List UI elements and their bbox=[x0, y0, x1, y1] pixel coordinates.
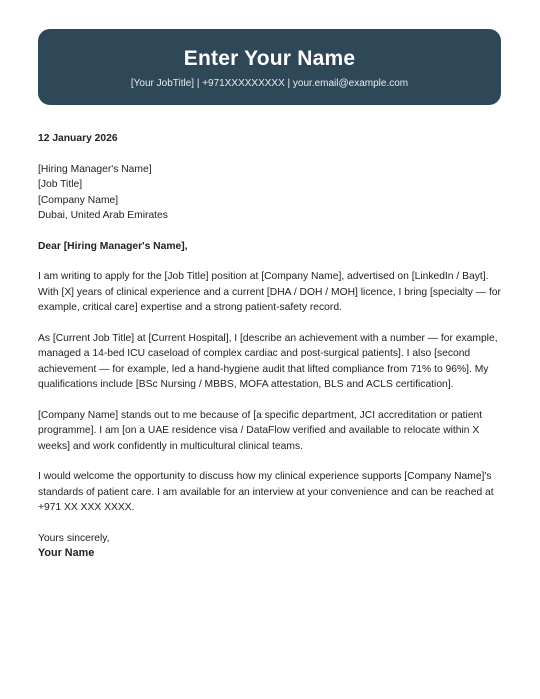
recipient-location: Dubai, United Arab Emirates bbox=[38, 210, 168, 221]
applicant-name: Enter Your Name bbox=[183, 47, 356, 70]
paragraph-closing: I would welcome the opportunity to discuss how my clinical experience supports [Company Name]'s standards of patient care. I am available for an interview at your convenience and can be reached at +971 XX XXX XXXX. bbox=[38, 471, 494, 513]
closing-phrase: Yours sincerely, bbox=[38, 532, 110, 544]
contact-line: [Your JobTitle] | +971XXXXXXXXX | your.email@example.com bbox=[130, 78, 409, 89]
letter-date: 12 January 2026 bbox=[38, 133, 118, 144]
salutation: Dear [Hiring Manager's Name], bbox=[38, 240, 188, 252]
header-banner bbox=[38, 29, 501, 105]
paragraph-intro: I am writing to apply for the [Job Title] position at [Company Name], advertised on [LinkedIn / Bayt]. With [X] years of clinical experience and a current [DHA / DOH / MOH] licence, I bring [specialty — for example, critical care] expertise and a strong patient-safety record. bbox=[38, 271, 501, 313]
letter-body bbox=[38, 131, 508, 562]
paragraph-achievements: As [Current Job Title] at [Current Hospital], I [describe an achievement with a number — for example, managed a 14-bed ICU caseload of complex cardiac and post-surgical patients]. I also [second achievement — for example, led a hand-hygiene audit that lifted compliance from 71% to 96%]. My qualifications include [BSc Nursing / MBBS, MOFA attestation, BLS and ACLS certification]. bbox=[38, 332, 498, 390]
paragraph-motivation: [Company Name] stands out to me because of [a specific department, JCI accreditation or patient programme]. I am [on a UAE residence visa / DataFlow verified and available to relocate within X weeks] and work confidently in multicultural clinical teams. bbox=[38, 409, 483, 452]
recipient-name: [Hiring Manager's Name] bbox=[38, 163, 152, 175]
recipient-address bbox=[38, 162, 508, 224]
recipient-title: [Job Title] bbox=[38, 179, 83, 190]
recipient-company: [Company Name] bbox=[38, 194, 119, 206]
signature-name: Your Name bbox=[38, 547, 95, 559]
